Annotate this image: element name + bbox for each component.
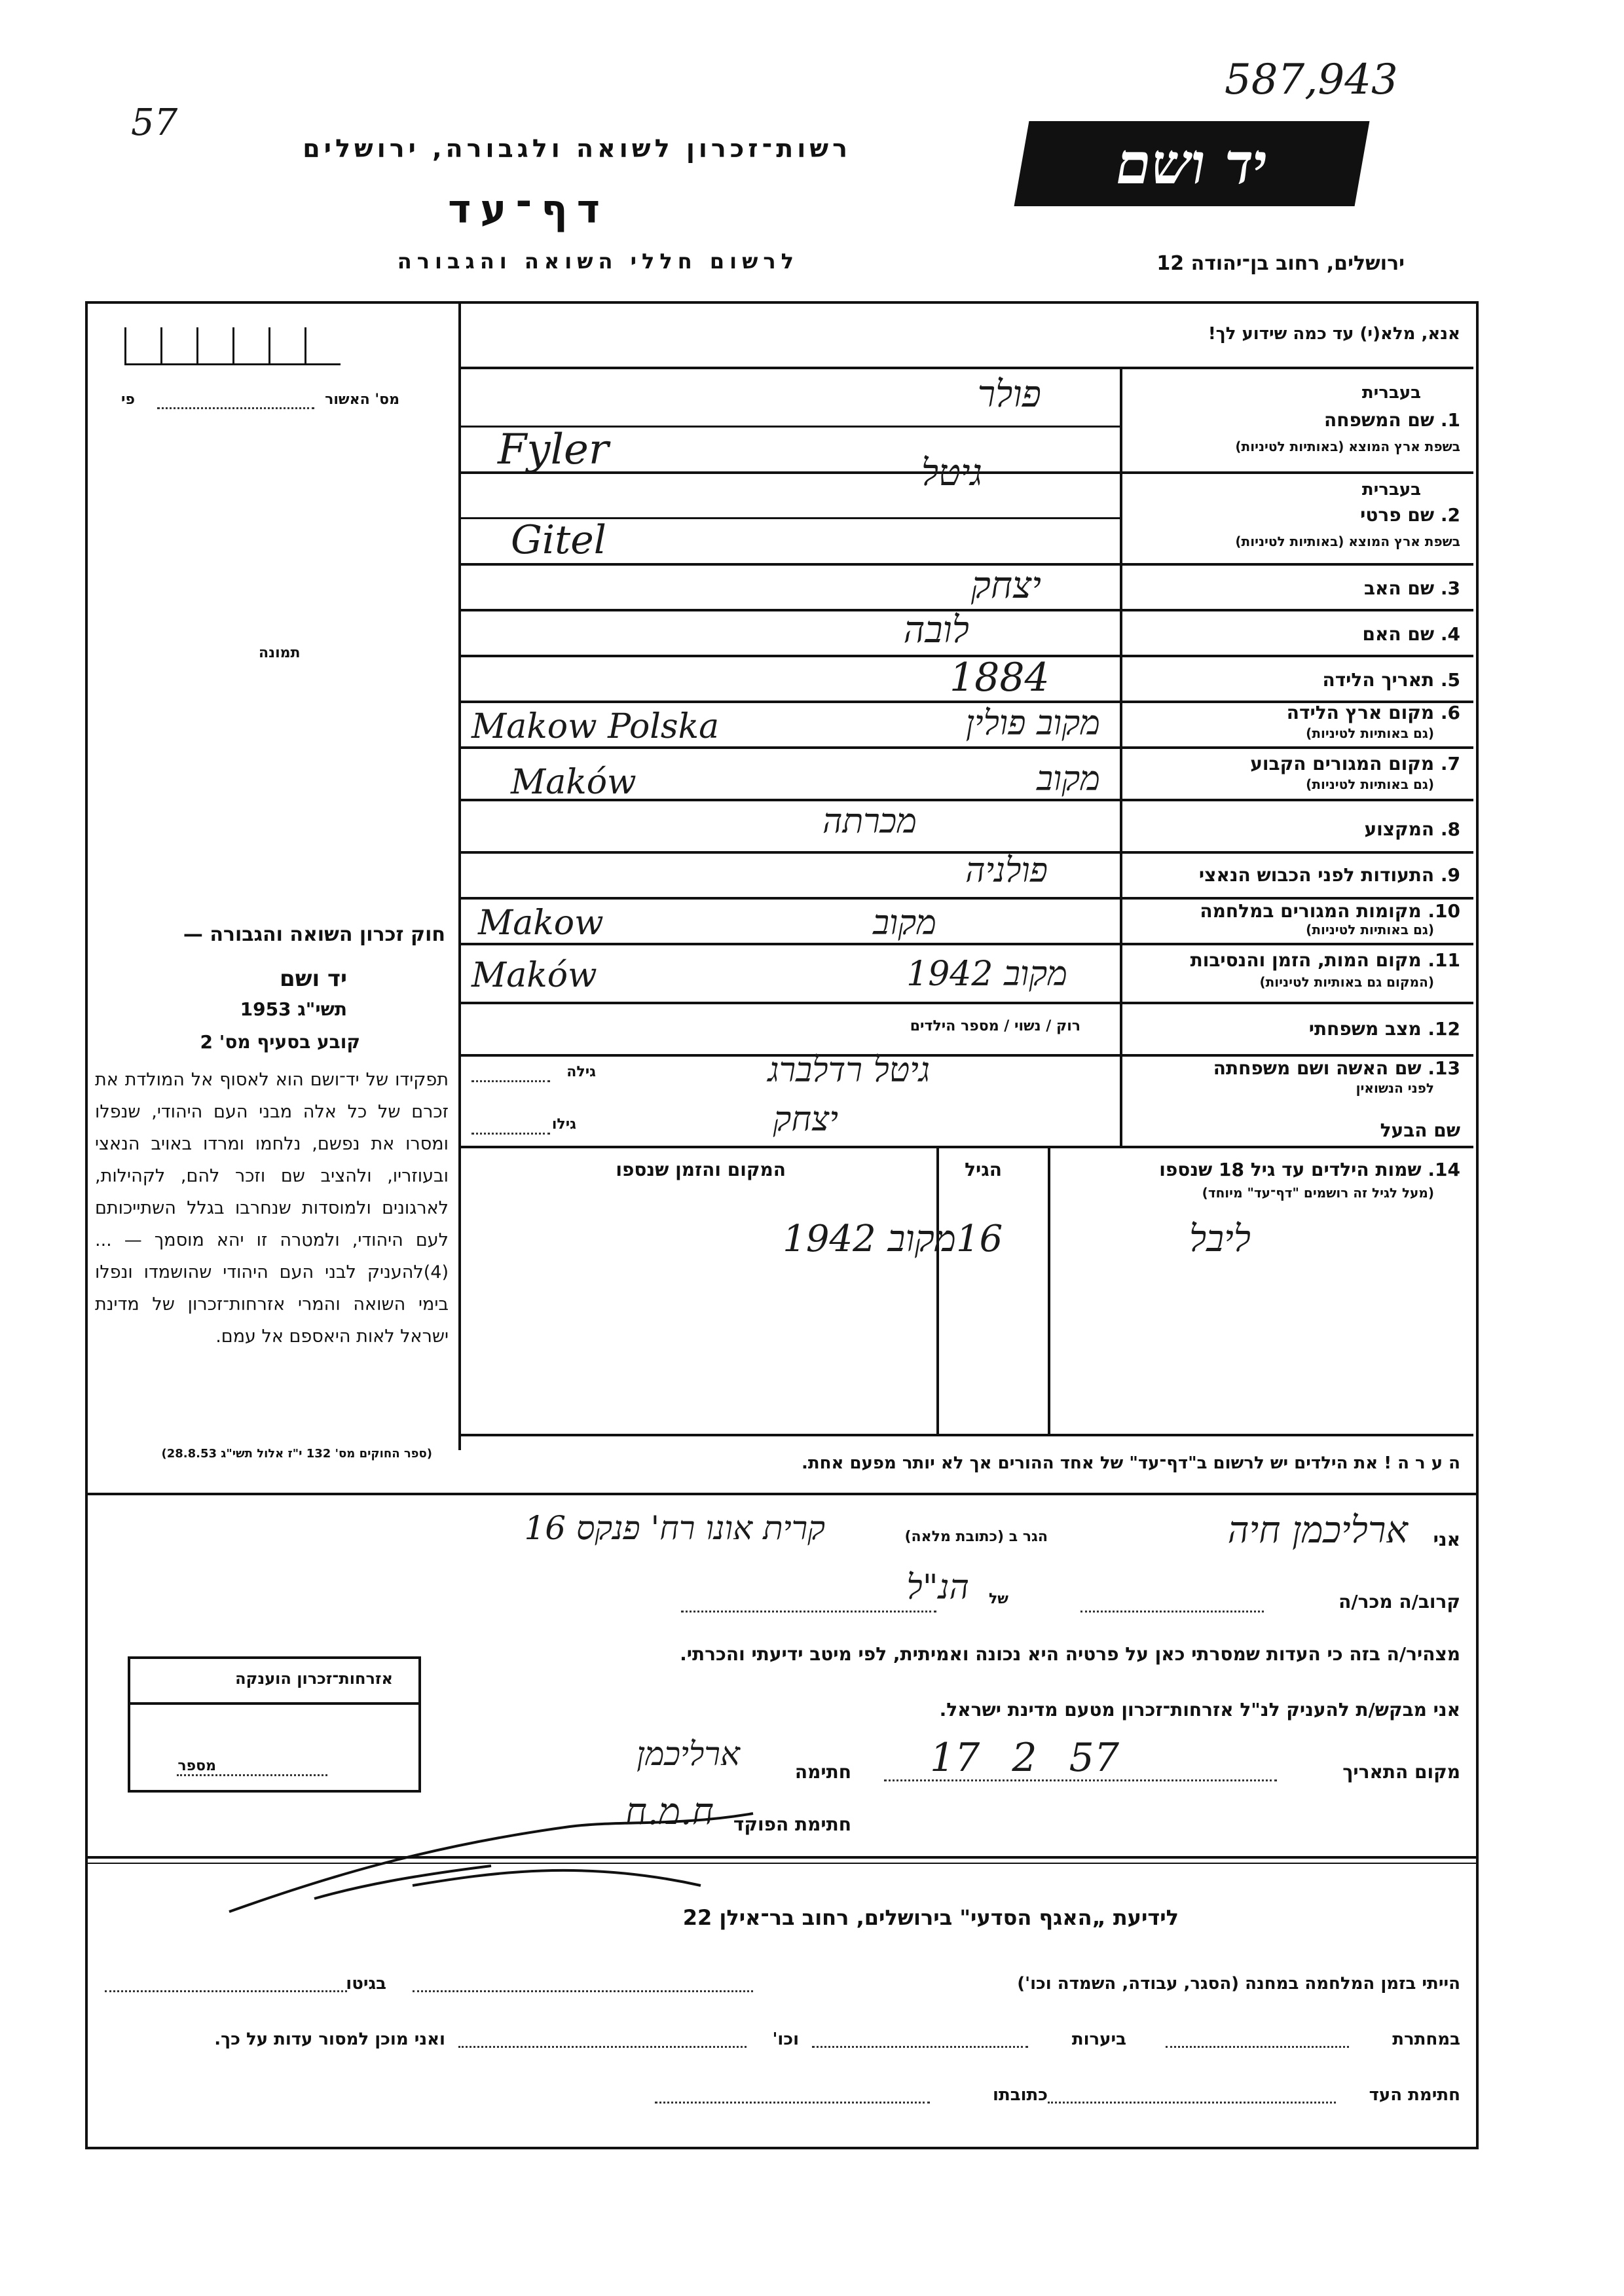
row-rule xyxy=(458,943,1473,945)
field-5-label: 5. תאריך הלידה xyxy=(1322,669,1460,691)
law-text: תפקידו של יד־ושם הוא לאסוף אל המולדת את זכרם של כל אלה מבני העם היהודי, שנפלו ומסרו את נפשם, נלחמו ומרדו באויב הנאצי ובעוזריו, ולהציב שם וזכר להם, לקהילות, לארגונים ולמוסדות שנחרבו בגלל השתייכותם לעם היהודי, ולמטרה זו יהא מוסמך — ...(4)להעניק לבני העם היהודי שהושמדו ונפלו בימי השואה והמרי אזרחות־זכרון של מדינת ישראל לאות היאספם אל עמם. xyxy=(95,1070,449,1347)
field-2-lang: בעברית xyxy=(1361,480,1421,500)
field-2-value-hebrew[interactable]: גיטל xyxy=(921,452,982,494)
footer-rule-1 xyxy=(85,1856,1476,1859)
citizenship-title: אזרחות־זכרון הוענקה xyxy=(235,1669,393,1688)
footer-line2c: וכו' xyxy=(772,2030,799,2049)
husband-age-label: גילו xyxy=(551,1116,576,1133)
form-title: דף־עד xyxy=(448,187,609,232)
instruction: אנא, מלא(י) עד כמה שידוע לך! xyxy=(1208,324,1460,344)
citizenship-rule xyxy=(128,1702,418,1705)
child-name[interactable]: ליבל xyxy=(1189,1218,1251,1260)
certificate-number-boxes xyxy=(124,327,341,365)
field-13-label: 13. שם האשה ושם משפחתה xyxy=(1213,1057,1460,1079)
form-subtitle: לרשום חללי השואה והגבורה xyxy=(397,249,799,274)
husband-age-line[interactable] xyxy=(471,1133,550,1135)
field-1-value-hebrew[interactable]: פולר xyxy=(977,373,1041,416)
footer-notice: לידיעת „האגף הסדעי" בירושלים, רחוב בר־אילן 22 xyxy=(682,1905,1179,1930)
field-3-label: 3. שם האב xyxy=(1363,577,1460,599)
declarant-signature[interactable]: ארליכמן xyxy=(637,1735,740,1773)
field-10-hint: (גם באותיות לטיניות) xyxy=(1306,922,1434,938)
field-1-label: 1. שם המשפחה xyxy=(1324,409,1460,431)
row-rule xyxy=(458,1054,1473,1057)
footer-line3b: כתובתו xyxy=(993,2085,1048,2105)
declarant-name[interactable]: ארליכמן חיה xyxy=(1227,1509,1408,1552)
children-col-place: המקום והזמן שנספו xyxy=(616,1159,786,1180)
footer-line2d: ואני מוכן למסור עדות על כך. xyxy=(214,2030,445,2049)
authority-name: רשות־זכרון לשואה ולגבורה, ירושלים xyxy=(303,134,851,163)
archive-number: 587,943 xyxy=(1225,56,1398,104)
logo-text: יד ושם xyxy=(1110,130,1274,197)
footer-line2b: ביערות xyxy=(1071,2030,1126,2049)
officer-label: חתימת הפוקד xyxy=(733,1813,851,1835)
request-text: אני מבקש/ת להעניק לנ"ל אזרחות־זכרון מטעם מדינת ישראל. xyxy=(939,1699,1460,1721)
row-rule xyxy=(458,897,1473,900)
footer-line3-blank-a[interactable] xyxy=(1048,2102,1336,2104)
field-2-hint: בשפת ארץ המוצא (באותיות לטיניות) xyxy=(1235,534,1460,549)
date-value[interactable]: 17 2 57 xyxy=(930,1735,1120,1781)
row-rule xyxy=(458,1002,1473,1004)
field-3-value[interactable]: יצחק xyxy=(970,564,1041,607)
wife-age-label: גילה xyxy=(566,1064,596,1080)
child-place[interactable]: מקוב 1942 xyxy=(783,1218,956,1260)
law-source: (ספר החוקים מס' 132 י"ז אלול תשי"ג 28.8.53) xyxy=(161,1447,432,1461)
instruction-rule xyxy=(458,367,1473,369)
label-column-divider xyxy=(1120,367,1122,1146)
husband-label: שם הבעל xyxy=(1380,1120,1460,1141)
field-2-value-latin[interactable]: Gitel xyxy=(511,517,606,563)
footer-line1a: הייתי בזמן המלחמה במחנה (הסגר, עבודה, השמדה וכו') xyxy=(1017,1974,1460,1994)
row-rule xyxy=(458,1146,1473,1148)
footer-line1b: בגיטו xyxy=(346,1974,386,1994)
children-header-rule xyxy=(936,1185,938,1188)
footer-line2-blank-c[interactable] xyxy=(458,2046,747,2048)
signature-label: חתימה xyxy=(794,1761,851,1783)
footer-line1-blank[interactable] xyxy=(413,1990,753,1992)
field-8-value[interactable]: מכרתה xyxy=(822,802,917,841)
declarant-address[interactable]: קרית אונו רח' פנקס 16 xyxy=(524,1509,825,1547)
footer-line2a: במחתרת xyxy=(1392,2030,1460,2049)
citizenship-number-label: מספר xyxy=(177,1758,216,1774)
yad-vashem-logo xyxy=(1014,121,1370,206)
footer-rule-2 xyxy=(85,1863,1476,1864)
field-12-label: 12. מצב משפחתי xyxy=(1308,1018,1460,1040)
law-name: יד ושם xyxy=(280,966,347,992)
row-rule xyxy=(458,563,1473,566)
field-6-value-hebrew[interactable]: מקוב פולין xyxy=(965,704,1100,743)
field-11-value-latin[interactable]: Maków xyxy=(471,956,597,995)
children-col-age: הגיל xyxy=(965,1159,1002,1180)
declaration-text: מצהיר/ה בזה כי העדות שמסרתי כאן על פרטיה היא נכונה ואמיתית, לפי מיטב ידיעתי והכרתי. xyxy=(680,1643,1460,1665)
footer-line1-end[interactable] xyxy=(105,1990,347,1992)
place-date-label: מקום התאריך xyxy=(1342,1761,1460,1783)
field-7-value-latin[interactable]: Maków xyxy=(511,763,637,802)
certificate-label: מס' האשור xyxy=(325,392,399,408)
declarant-me-label: אני xyxy=(1433,1529,1460,1550)
field-10-value-hebrew[interactable]: מקוב xyxy=(872,903,936,943)
field-4-value[interactable]: לובה xyxy=(903,609,969,651)
field-11-value-hebrew[interactable]: מקוב 1942 xyxy=(906,955,1067,994)
law-clause: קובע בסעיף מס' 2 xyxy=(200,1031,360,1053)
field-13-hint: לפני הנשואין xyxy=(1356,1080,1434,1096)
citizenship-number-line[interactable] xyxy=(177,1774,327,1776)
relation-value[interactable]: הנ"ל xyxy=(906,1568,969,1607)
relation-label: קרוב/ה מכר/ה xyxy=(1338,1591,1460,1613)
law-title: חוק זכרון השואה והגבורה — xyxy=(183,923,445,946)
field-9-value[interactable]: פולניה xyxy=(965,851,1048,890)
footer-line3-blank-b[interactable] xyxy=(655,2102,930,2104)
children-col-divider-1 xyxy=(1048,1146,1050,1434)
wife-age-line[interactable] xyxy=(471,1080,550,1082)
field-1-lang: בעברית xyxy=(1361,383,1421,403)
declarant-address-label: הגר ב (כתובת מלאה) xyxy=(904,1529,1048,1545)
of-label: של xyxy=(989,1591,1008,1607)
footer-line2-blank-b[interactable] xyxy=(812,2046,1028,2048)
certificate-line[interactable] xyxy=(157,407,314,409)
note: ה ע ר ה ! את הילדים יש לרשום ב"דף־עד" של אחד ההורים אך לא יותר מפעם אחת. xyxy=(801,1453,1460,1473)
field-2-label: 2. שם פרטי xyxy=(1360,504,1460,526)
field-6-value-latin[interactable]: Makow Polska xyxy=(471,707,720,746)
marital-options[interactable]: רוק / נשוי / מספר הילדים xyxy=(910,1018,1080,1034)
children-label: 14. שמות הילדים עד גיל 18 שנספו xyxy=(1159,1159,1460,1180)
field-7-hint: (גם באותיות לטיניות) xyxy=(1306,776,1434,792)
husband-value[interactable]: יצחק xyxy=(773,1100,838,1139)
field-1-value-latin[interactable]: Fyler xyxy=(498,426,609,474)
field-11-label: 11. מקום המות, הזמן והנסיבות xyxy=(1190,949,1460,971)
officer-signature[interactable]: ח.מ.ח xyxy=(625,1791,714,1833)
field-10-value-latin[interactable]: Makow xyxy=(478,903,604,943)
children-row-rule xyxy=(458,1434,1473,1436)
field-11-hint: (המקום גם באותיות לטיניות) xyxy=(1259,974,1434,990)
field-1-hint: בשפת ארץ המוצא (באותיות לטיניות) xyxy=(1235,439,1460,454)
footer-line3a: חתימת העד xyxy=(1369,2085,1460,2105)
field-8-label: 8. המקצוע xyxy=(1364,818,1460,840)
field-13-value[interactable]: גיטל רדלברג xyxy=(767,1051,930,1090)
photo-label: תמונה xyxy=(259,645,301,661)
field-9-label: 9. התעודות לפני הכבוש הנאצי xyxy=(1198,864,1460,886)
header-address: ירושלים, רחוב בן־יהודה 12 xyxy=(1156,252,1405,275)
relation-line[interactable] xyxy=(1080,1611,1264,1613)
note-rule xyxy=(85,1493,1476,1495)
field-4-label: 4. שם האם xyxy=(1362,623,1460,645)
child-age[interactable]: 16 xyxy=(956,1218,1003,1260)
corner-number: 57 xyxy=(131,101,178,144)
row-rule xyxy=(458,746,1473,749)
field-10-label: 10. מקומות המגורים במלחמה xyxy=(1200,900,1460,922)
certificate-prefix: פי xyxy=(121,392,135,408)
field-6-hint: (גם באותיות לטיניות) xyxy=(1306,725,1434,741)
field-6-label: 6. מקום ארץ הלידה xyxy=(1286,702,1460,723)
field-7-label: 7. מקום המגורים הקבוע xyxy=(1250,753,1460,774)
of-line[interactable] xyxy=(681,1611,936,1613)
field-5-value[interactable]: 1884 xyxy=(950,655,1050,701)
field-7-value-hebrew[interactable]: מקוב xyxy=(1036,759,1100,799)
law-year: תשי"ג 1953 xyxy=(240,998,347,1020)
children-col-divider-2 xyxy=(936,1146,939,1434)
children-hint: (מעל לגיל זה רושמים "דף־עד" מיוחד) xyxy=(1202,1185,1434,1201)
footer-line2-blank-a[interactable] xyxy=(1166,2046,1349,2048)
